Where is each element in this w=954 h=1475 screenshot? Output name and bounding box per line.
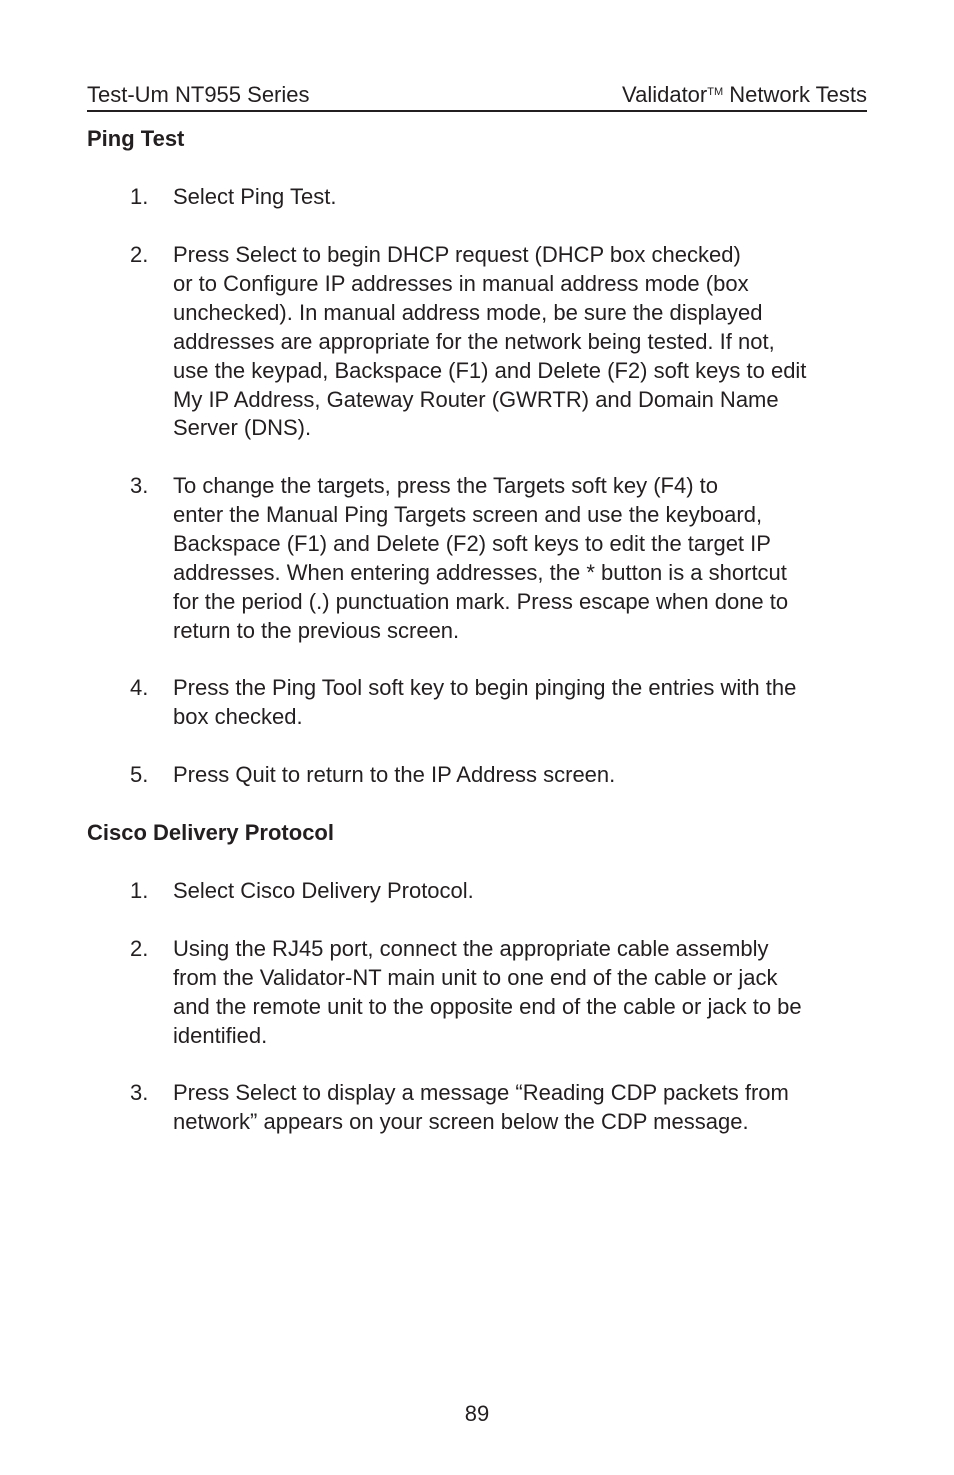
page-header [87,82,867,112]
step-number: 1. [130,184,149,209]
cdp-heading: Cisco Delivery Protocol [87,820,334,845]
header-series-title: Test-Um NT955 Series [87,82,310,107]
cdp-step-3 [130,1079,875,1137]
cdp-step-2 [130,935,875,1051]
step-text: Press the Ping Tool soft key to begin pinging the entries with the box checked. [173,675,797,729]
ping-step-1 [130,183,875,212]
step-number: 3. [130,473,149,498]
step-number: 3. [130,1080,149,1105]
step-number: 5. [130,762,149,787]
ping-step-3 [130,472,875,645]
header-chapter-name: Network Tests [723,82,867,107]
step-text: To change the targets, press the Targets soft key (F4) to enter the Manual Ping Targets screen and use the keyboard, Backspace (F1) and Delete (F2) soft keys to edit the target IP addresses. When entering addresses, the * button is a shortcut for the period (.) punctuation mark. Press escape when done to return to the previous screen. [173,473,789,643]
step-number: 2. [130,242,149,267]
page-number: 89 [464,1401,490,1426]
trademark-mark: TM [707,86,724,98]
ping-step-4 [130,674,875,732]
step-text: Press Select to begin DHCP request (DHCP box checked) or to Configure IP addresses in manual address mode (box unchecked). In manual address mode, be sure the displayed addresses are appropriate for the network being tested. If not, use the keypad, Backspace (F1) and Delete (F2) soft keys to edit My IP Address, Gateway Router (GWRTR) and Domain Name Server (DNS). [173,242,807,441]
ping-test-heading: Ping Test [87,126,185,151]
ping-step-2 [130,241,875,443]
header-product-name: Validator [622,82,708,107]
step-text: Select Cisco Delivery Protocol. [173,878,474,903]
step-text: Select Ping Test. [173,184,337,209]
step-number: 2. [130,936,149,961]
step-text: Press Quit to return to the IP Address screen. [173,762,616,787]
step-number: 1. [130,878,149,903]
step-text: Press Select to display a message “Reading CDP packets from network” appears on your screen below the CDP message. [173,1080,789,1134]
step-text: Using the RJ45 port, connect the appropriate cable assembly from the Validator-NT main unit to one end of the cable or jack and the remote unit to the opposite end of the cable or jack to be identified. [173,936,802,1048]
header-chapter-title [622,82,867,108]
ping-step-5 [130,761,875,790]
step-number: 4. [130,675,149,700]
cdp-step-1 [130,877,875,906]
